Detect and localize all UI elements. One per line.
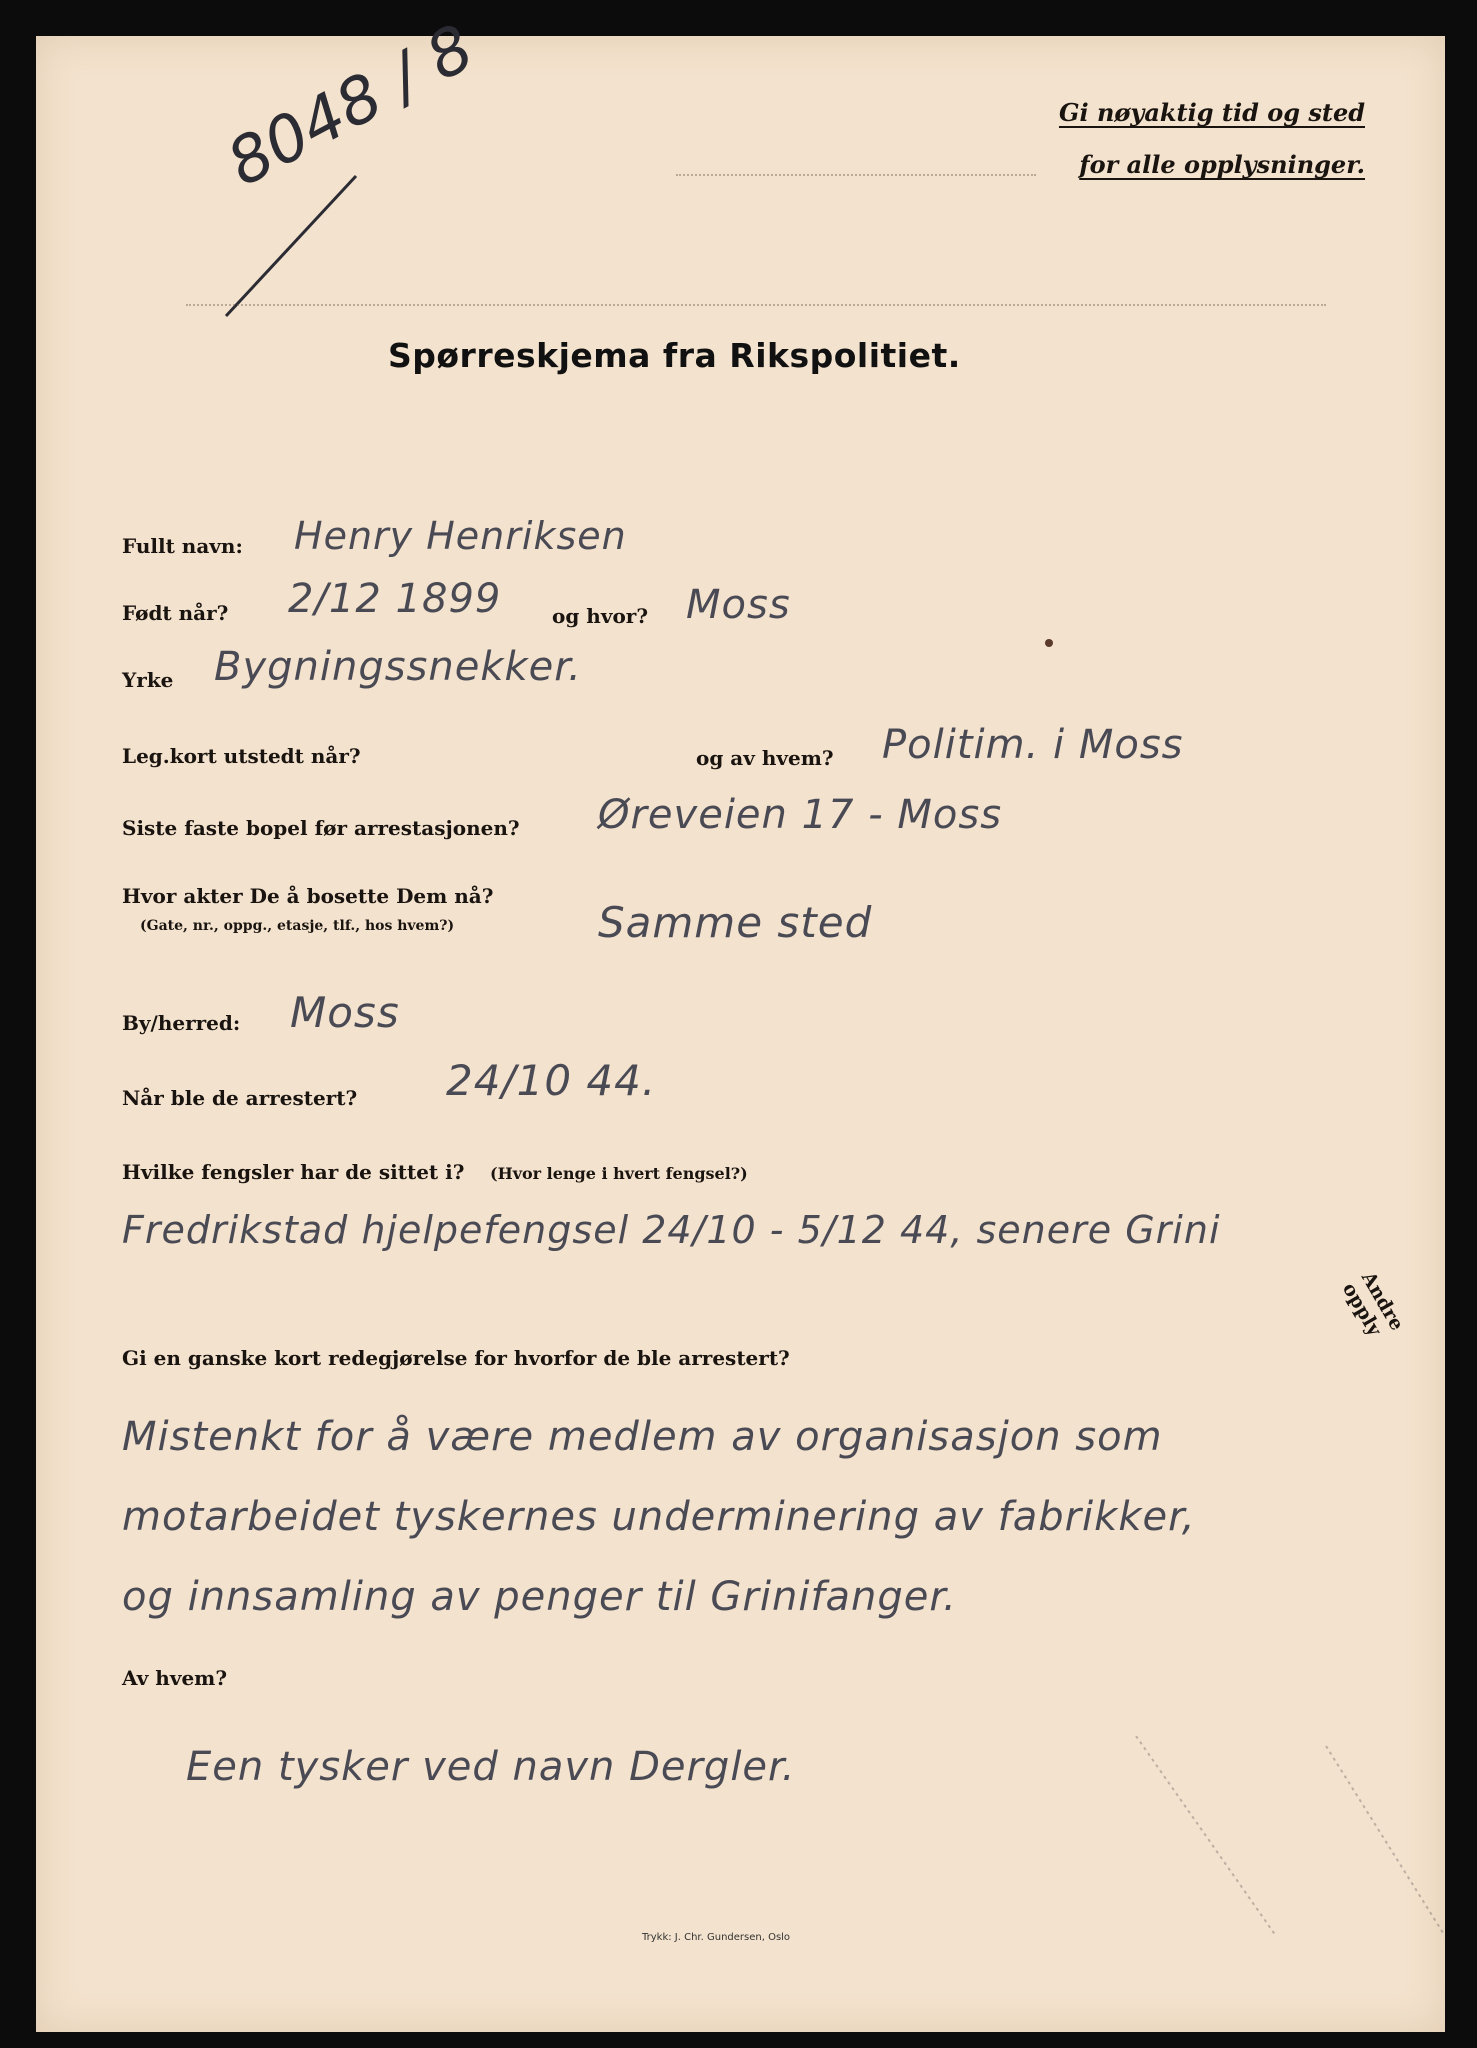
prisons-value: Fredrikstad hjelpefengsel 24/10 - 5/12 44, senere Grini bbox=[122, 1208, 1221, 1252]
by-whom-label: Av hvem? bbox=[122, 1666, 228, 1690]
id-card-by-label: og av hvem? bbox=[696, 746, 834, 770]
archive-slash bbox=[206, 136, 406, 336]
id-card-when-label: Leg.kort utstedt når? bbox=[122, 744, 361, 768]
born-when-label: Født når? bbox=[122, 601, 229, 625]
prisons-sublabel: (Hvor lenge i hvert fengsel?) bbox=[490, 1164, 748, 1183]
arrested-when-value: 24/10 44. bbox=[446, 1056, 657, 1105]
occupation-label: Yrke bbox=[122, 668, 174, 692]
born-where-label: og hvor? bbox=[552, 604, 649, 628]
printer-imprint: Trykk: J. Chr. Gundersen, Oslo bbox=[642, 1932, 791, 1943]
fold-marks bbox=[1076, 1736, 1445, 2032]
born-where-value: Moss bbox=[686, 582, 791, 628]
last-address-value: Øreveien 17 - Moss bbox=[598, 792, 1003, 838]
settle-value: Samme sted bbox=[598, 898, 873, 947]
arrested-when-label: Når ble de arrestert? bbox=[122, 1086, 358, 1110]
top-note-line-1: Gi nøyaktig tid og sted bbox=[1058, 98, 1365, 127]
municipality-label: By/herred: bbox=[122, 1011, 241, 1035]
reason-label: Gi en ganske kort redegjørelse for hvorfor de ble arrestert? bbox=[122, 1346, 790, 1370]
prisons-label: Hvilke fengsler har de sittet i? bbox=[122, 1160, 465, 1184]
ink-dot bbox=[1045, 639, 1053, 647]
side-text: Andre opply bbox=[1337, 1268, 1408, 1340]
full-name-label: Fullt navn: bbox=[122, 534, 243, 558]
reason-line-1: Mistenkt for å være medlem av organisasjon som bbox=[122, 1414, 1163, 1460]
occupation-value: Bygningssnekker. bbox=[214, 644, 582, 690]
municipality-value: Moss bbox=[290, 988, 400, 1037]
last-address-label: Siste faste bopel før arrestasjonen? bbox=[122, 816, 520, 840]
settle-label: Hvor akter De å bosette Dem nå? bbox=[122, 884, 494, 908]
born-when-value: 2/12 1899 bbox=[288, 576, 502, 622]
top-note-line-2: for alle opplysninger. bbox=[1079, 150, 1365, 179]
archive-number: 8048 / 8 bbox=[216, 11, 486, 202]
reason-line-2: motarbeidet tyskernes underminering av fabrikker, bbox=[122, 1494, 1196, 1540]
by-whom-value: Een tysker ved navn Dergler. bbox=[186, 1744, 796, 1790]
id-card-by-value: Politim. i Moss bbox=[882, 722, 1184, 768]
full-name-value: Henry Henriksen bbox=[294, 514, 627, 558]
faint-rule bbox=[676, 174, 1036, 176]
reason-line-3: og innsamling av penger til Grinifanger. bbox=[122, 1574, 957, 1620]
settle-sublabel: (Gate, nr., oppg., etasje, tlf., hos hvem?) bbox=[140, 918, 455, 934]
questionnaire-page bbox=[36, 11, 1445, 2032]
faint-rule-2 bbox=[186, 304, 1326, 306]
page-title: Spørreskjema fra Rikspolitiet. bbox=[388, 336, 961, 375]
